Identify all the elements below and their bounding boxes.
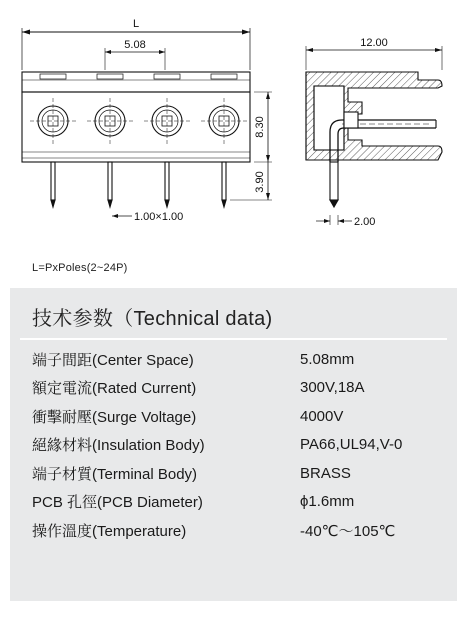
spec-label: 絕緣材料(Insulation Body)	[32, 437, 205, 455]
technical-data-panel	[10, 288, 457, 601]
divider	[20, 338, 447, 340]
spec-label: 衝擊耐壓(Surge Voltage)	[32, 408, 197, 426]
spec-value: 300V,18A	[300, 379, 365, 397]
spec-label: 操作溫度(Temperature)	[32, 522, 187, 540]
spec-label: 額定電流(Rated Current)	[32, 380, 197, 398]
spec-row	[32, 374, 442, 403]
dim-side-width: 12.00	[360, 37, 388, 49]
dim-height-upper: 8.30	[254, 116, 266, 138]
screw-icon	[144, 98, 190, 144]
poles-note: L=PxPoles(2~24P)	[32, 262, 128, 274]
section-title: 技术参数（Technical data)	[32, 308, 273, 330]
front-view	[22, 28, 272, 218]
spec-value: -40℃～105℃	[300, 522, 396, 540]
spec-row	[32, 459, 442, 488]
dim-overall-length: L	[132, 18, 140, 30]
spec-row	[32, 345, 442, 374]
spec-value: 4000V	[300, 407, 344, 425]
dim-side-offset: 2.00	[354, 216, 376, 228]
dim-pin-length: 3.90	[254, 171, 266, 193]
spec-label: 端子間距(Center Space)	[32, 351, 194, 369]
screw-icon	[87, 98, 133, 144]
dim-pitch: 5.08	[124, 39, 146, 51]
spec-value: BRASS	[300, 464, 351, 482]
spec-value: 5.08mm	[300, 350, 355, 368]
spec-label: PCB 孔徑(PCB Diameter)	[32, 494, 203, 512]
spec-label: 端子材質(Terminal Body)	[32, 465, 198, 483]
spec-table	[32, 345, 442, 545]
pin	[165, 162, 169, 207]
spec-value: ϕ1.6mm	[300, 493, 355, 511]
dim-pin-size: 1.00×1.00	[134, 211, 184, 223]
pin	[222, 162, 226, 207]
side-view	[306, 46, 442, 225]
spec-row	[32, 402, 442, 431]
spec-row	[32, 516, 442, 545]
spec-row	[32, 431, 442, 460]
screw-icon	[201, 98, 247, 144]
technical-drawing	[0, 0, 468, 262]
screw-icon	[30, 98, 76, 144]
pin	[51, 162, 55, 207]
pin	[108, 162, 112, 207]
spec-row	[32, 488, 442, 517]
spec-value: PA66,UL94,V-0	[300, 436, 403, 454]
